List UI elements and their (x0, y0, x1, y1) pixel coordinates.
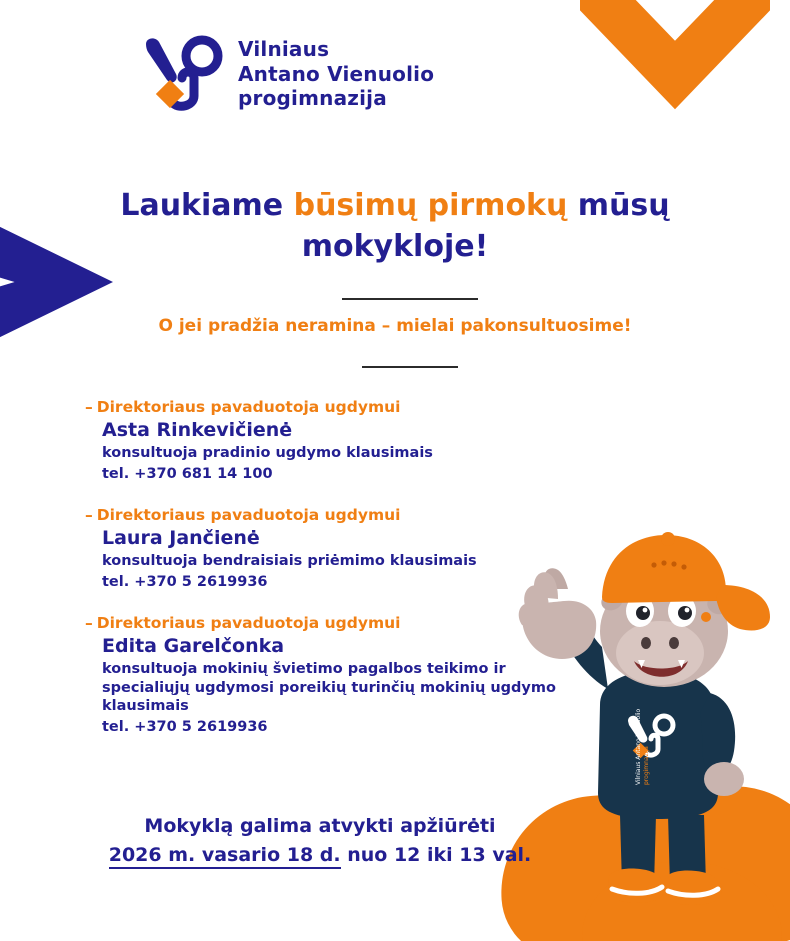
contact-description: konsultuoja pradinio ugdymo klausimais (102, 445, 433, 462)
dash-bullet: – (85, 505, 93, 524)
contact-phone[interactable]: tel. +370 5 2619936 (102, 573, 268, 590)
logo-line-3: progimnazija (238, 86, 387, 111)
hippo-mascot (488, 493, 788, 923)
contact-phone[interactable]: tel. +370 5 2619936 (102, 719, 268, 736)
logo-line-1: Vilniaus (238, 37, 330, 62)
contact-role (85, 398, 575, 417)
headline-line-2: mokykloje! (301, 228, 489, 264)
contact-role-text: Direktoriaus pavaduotoja ugdymui (96, 505, 401, 524)
school-logo-mark (138, 34, 224, 114)
divider-bottom (362, 366, 458, 368)
list-item (85, 398, 575, 484)
logo-line-2: Antano Vienuolio (238, 61, 435, 86)
visit-info-line-1: Mokyklą galima atvykti apžiūrėti (144, 815, 496, 837)
dash-bullet: – (85, 613, 93, 632)
headline-part-1: Laukiame (120, 188, 294, 223)
contact-description: konsultuoja bendraisiais priėmimo klausimais (102, 552, 477, 569)
school-logo (138, 34, 434, 114)
divider-top (342, 298, 478, 300)
chevron-down-icon (580, 0, 770, 132)
contact-description: konsultuoja mokinių švietimo pagalbos teikimo ir specialiųjų ugdymosi poreikių turinčių mokinių ugdymo klausimais (102, 660, 556, 715)
subtitle: O jei pradžia neramina – mielai pakonsultuosime! (158, 316, 632, 336)
headline-accent: būsimų pirmokų (293, 188, 568, 223)
contact-name: Asta Rinkevičienė (102, 419, 293, 442)
hoodie-logo-text: Vilniaus Antano Vienuolio (635, 708, 642, 785)
page-title (80, 186, 710, 267)
visit-time: nuo 12 iki 13 val. (340, 843, 532, 866)
hoodie-logo-subtext: progimnazija (643, 746, 650, 785)
school-logo-text (238, 37, 434, 110)
contact-phone[interactable]: tel. +370 681 14 100 (102, 465, 273, 482)
dash-bullet: – (85, 398, 93, 416)
headline-part-2: mūsų (567, 188, 670, 223)
hippo-mascot-illustration (488, 493, 788, 923)
contact-role-text: Direktoriaus pavaduotoja ugdymui (96, 613, 401, 632)
visit-date: 2026 m. vasario 18 d. (109, 844, 341, 869)
contact-name: Edita Garelčonka (102, 635, 285, 657)
contact-role-text: Direktoriaus pavaduotoja ugdymui (96, 398, 401, 416)
contact-name: Laura Jančienė (102, 527, 260, 550)
